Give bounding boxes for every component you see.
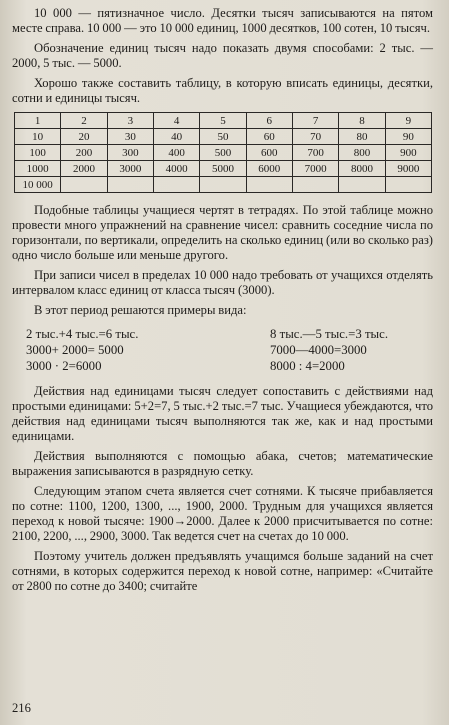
example-line: 3000 · 2=6000 <box>26 359 102 373</box>
table-cell: 3 <box>107 113 153 129</box>
table-cell: 30 <box>107 129 153 145</box>
paragraph: 10 000 — пятизначное число. Десятки тысяч записываются на пятом месте справа. 10 000 — это 10 000 единиц, 1000 десятков, 100 сотен, 10 тысяч. <box>12 6 433 35</box>
paragraph: Хорошо также составить таблицу, в которую вписать единицы, десятки, сотни и единицы тысяч. <box>12 76 433 105</box>
paragraph: Подобные таблицы учащиеся чертят в тетрадях. По этой таблице можно провести много упражнений на сравнение чисел: сравнить соседние числа по горизонтали, по вертикали, определить на сколько единиц (или во сколько раз) одно число больше или меньше другого. <box>12 203 433 262</box>
page-number: 216 <box>12 701 31 715</box>
table-cell: 40 <box>153 129 199 145</box>
place-value-table <box>14 112 432 193</box>
table-cell <box>107 177 153 193</box>
table-cell <box>153 177 199 193</box>
table-cell: 9 <box>385 113 431 129</box>
table-cell: 8000 <box>339 161 385 177</box>
table-cell: 10 <box>15 129 61 145</box>
table-cell: 50 <box>200 129 246 145</box>
paragraph: Обозначение единиц тысяч надо показать двумя способами: 2 тыс. — 2000, 5 тыс. — 5000. <box>12 41 433 70</box>
table-cell: 60 <box>246 129 292 145</box>
paragraph: Действия выполняются с помощью абака, счетов; математические выражения записываются в разрядную сетку. <box>12 449 433 478</box>
paragraph: Следующим этапом счета является счет сотнями. К тысяче прибавляется по сотне: 1100, 1200, 1300, ..., 1900, 2000. Трудным для учащихся является переход к новой тысяче: 1900→2000. Далее к 2000 присчитывается по сотне: 2100, 2200, ..., 2900, 3000. Так ведется счет на счетах до 10 000. <box>12 484 433 543</box>
table-cell: 2 <box>61 113 107 129</box>
table-cell <box>385 177 431 193</box>
paragraph: Поэтому учитель должен предъявлять учащимся больше заданий на счет сотнями, в которых содержится переход к новой сотне, например: «Считайте от 2800 по сотне до 3400; считайте <box>12 549 433 593</box>
table-cell: 70 <box>292 129 338 145</box>
table-cell: 10 000 <box>15 177 61 193</box>
table-cell: 4 <box>153 113 199 129</box>
table-cell: 5 <box>200 113 246 129</box>
paragraph: Действия над единицами тысяч следует сопоставить с действиями над простыми единицами: 5+2=7, 5 тыс.+2 тыс.=7 тыс. Учащиеся убеждаются, что действия над единицами тысяч выполняются так же, как и над простыми единицами. <box>12 384 433 443</box>
table-cell: 2000 <box>61 161 107 177</box>
table-row <box>15 161 432 177</box>
table-cell: 600 <box>246 145 292 161</box>
table-cell: 500 <box>200 145 246 161</box>
table-cell: 8 <box>339 113 385 129</box>
table-cell: 4000 <box>153 161 199 177</box>
table-cell: 800 <box>339 145 385 161</box>
table-cell: 90 <box>385 129 431 145</box>
table-cell: 200 <box>61 145 107 161</box>
table-cell: 1000 <box>15 161 61 177</box>
example-line: 8000 : 4=2000 <box>270 359 345 373</box>
example-line: 8 тыс.—5 тыс.=3 тыс. <box>270 327 389 341</box>
table-cell: 20 <box>61 129 107 145</box>
table-cell: 7 <box>292 113 338 129</box>
example-line: 2 тыс.+4 тыс.=6 тыс. <box>26 327 139 341</box>
table-cell: 400 <box>153 145 199 161</box>
example-block <box>12 326 433 374</box>
table-cell <box>292 177 338 193</box>
table-cell: 300 <box>107 145 153 161</box>
examples-right-column <box>270 326 433 374</box>
table-row <box>15 113 432 129</box>
example-line: 3000+ 2000= 5000 <box>26 343 124 357</box>
table-row <box>15 145 432 161</box>
table-cell: 5000 <box>200 161 246 177</box>
table-cell <box>339 177 385 193</box>
table-cell: 6 <box>246 113 292 129</box>
paragraph: В этот период решаются примеры вида: <box>34 303 247 317</box>
table-cell: 9000 <box>385 161 431 177</box>
table-cell: 900 <box>385 145 431 161</box>
table-cell: 80 <box>339 129 385 145</box>
table-cell: 7000 <box>292 161 338 177</box>
table-cell: 3000 <box>107 161 153 177</box>
table-cell <box>200 177 246 193</box>
table-row <box>15 177 432 193</box>
example-line: 7000—4000=3000 <box>270 343 367 357</box>
examples-left-column <box>12 326 270 374</box>
table-cell: 700 <box>292 145 338 161</box>
table-cell: 1 <box>15 113 61 129</box>
table-cell <box>246 177 292 193</box>
table-row <box>15 129 432 145</box>
table-cell <box>61 177 107 193</box>
paragraph: При записи чисел в пределах 10 000 надо требовать от учащихся отделять интервалом класс единиц от класса тысяч (3000). <box>12 268 433 297</box>
table-cell: 6000 <box>246 161 292 177</box>
table-cell: 100 <box>15 145 61 161</box>
